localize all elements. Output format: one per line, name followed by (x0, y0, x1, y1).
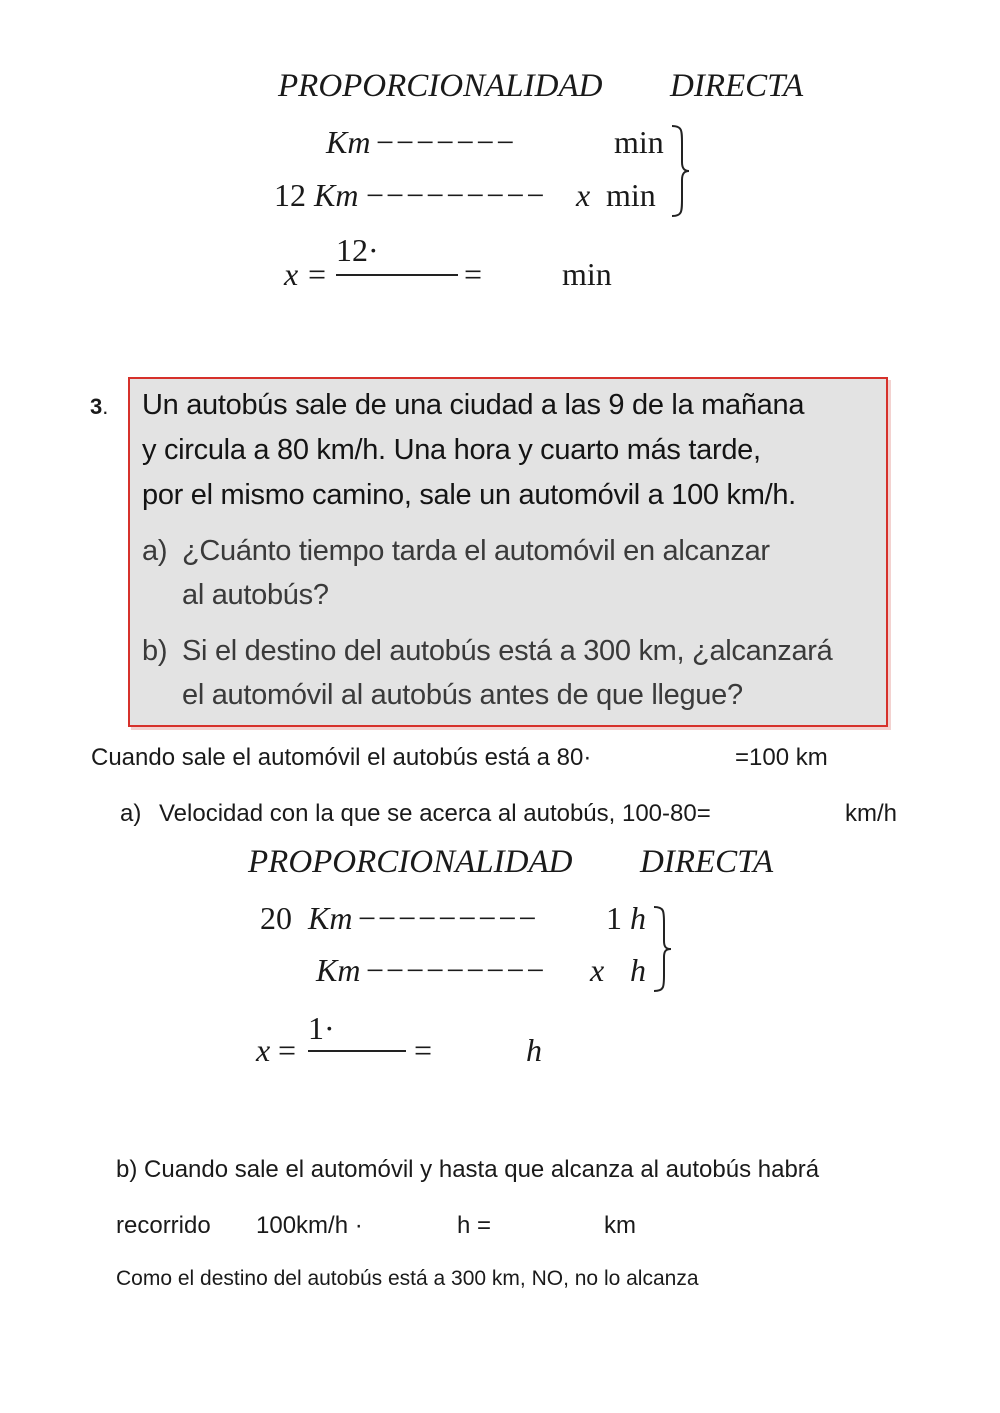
part-b-hours: h = (457, 1212, 492, 1239)
question-b-label: b) (142, 635, 168, 667)
fraction-numerator-2: 1· (308, 1010, 335, 1046)
row2-left-unit: Km (314, 177, 359, 213)
problem-number-digit: 3 (90, 394, 103, 419)
question-a-line-1: ¿Cuánto tiempo tarda el automóvil en alcanzar (182, 535, 770, 567)
equation-equals-2: = (464, 256, 483, 292)
row2-left-unit-2: Km (316, 952, 361, 988)
part-b-speed: 100km/h · (256, 1212, 363, 1239)
question-b-line-2: el automóvil al autobús antes de que llegue? (182, 679, 743, 711)
row2-variable: x (576, 177, 591, 213)
part-b-conclusion: Como el destino del autobús está a 300 km, NO, no lo alcanza (116, 1267, 699, 1290)
heading-direct-2: DIRECTA (640, 844, 774, 880)
equation-equals-3: = (278, 1032, 297, 1068)
statement-line-3: por el mismo camino, sale un automóvil a 100 km/h. (142, 479, 796, 511)
part-b-recorrido: recorrido (116, 1212, 211, 1239)
row2-right-unit: min (606, 177, 656, 213)
row2-dashes-2: −−−−−−−−− (366, 952, 547, 988)
row1-right-unit: min (614, 124, 664, 160)
question-a-label: a) (142, 535, 168, 567)
right-brace (668, 122, 692, 220)
heading-direct: DIRECTA (670, 68, 804, 104)
statement-line-2: y circula a 80 km/h. Una hora y cuarto más tarde, (142, 434, 761, 466)
equation-variable-2: x (256, 1032, 271, 1068)
fraction-numerator: 12· (336, 232, 379, 268)
problem-statement-box (128, 377, 888, 727)
equation-equals-4: = (414, 1032, 433, 1068)
row1-right-unit-2: h (630, 900, 646, 936)
solution-line-1: Cuando sale el automóvil el autobús está a 80· (91, 744, 592, 771)
solution-a-label: a) (120, 800, 142, 827)
row2-right-unit-2: h (630, 952, 646, 988)
row1-dashes-2: −−−−−−−−− (358, 900, 539, 936)
heading-proportionality: PROPORCIONALIDAD (278, 68, 603, 104)
fraction-bar-2 (308, 1050, 406, 1052)
solution-a-text: Velocidad con la que se acerca al autobús, 100-80= (159, 800, 711, 827)
question-b-line-1: Si el destino del autobús está a 300 km, ¿alcanzará (182, 635, 833, 667)
problem-number-dot: . (102, 394, 109, 419)
right-brace-2 (650, 903, 674, 995)
row1-right-num-2: 1 (606, 900, 622, 936)
fraction-bar (336, 274, 458, 276)
part-b-line-1: b) Cuando sale el automóvil y hasta que alcanza al autobús habrá (116, 1156, 820, 1183)
equation-equals: = (308, 256, 327, 292)
problem-number (90, 394, 108, 420)
result-unit-2: h (526, 1032, 542, 1068)
row2-dashes: −−−−−−−−− (366, 177, 547, 213)
heading-proportionality-2: PROPORCIONALIDAD (248, 844, 573, 880)
statement-line-1: Un autobús sale de una ciudad a las 9 de la mañana (142, 389, 805, 421)
part-b-km: km (604, 1212, 636, 1239)
row1-left-num-2: 20 (260, 900, 292, 936)
equation-variable: x (284, 256, 299, 292)
question-a-line-2: al autobús? (182, 579, 329, 611)
result-unit: min (562, 256, 612, 292)
row2-left-num: 12 (274, 177, 306, 213)
row1-dashes: −−−−−−− (376, 124, 517, 160)
row1-left-unit: Km (326, 124, 371, 160)
row1-left-unit-2: Km (308, 900, 353, 936)
solution-a-unit: km/h (845, 800, 898, 827)
solution-line-1-result: =100 km (735, 744, 828, 771)
row2-variable-2: x (590, 952, 605, 988)
